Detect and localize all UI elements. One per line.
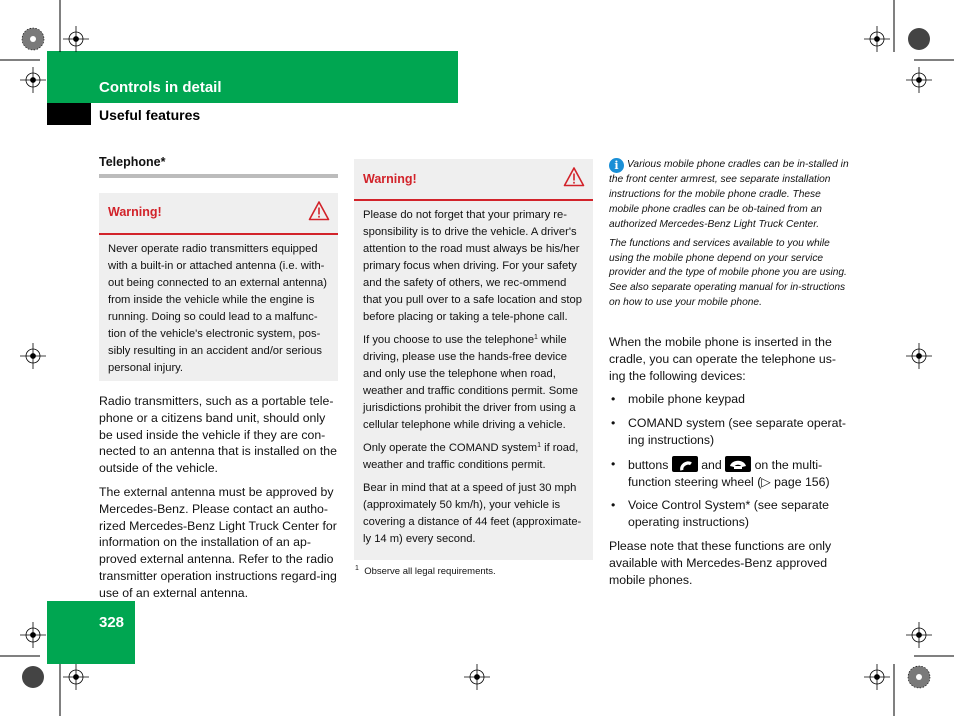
phone-hangup-icon: [725, 456, 751, 472]
section-title: Telephone*: [99, 155, 166, 169]
warning-header: [99, 193, 338, 235]
footnote-text: Observe all legal requirements.: [364, 566, 496, 577]
info-icon: i: [609, 158, 624, 173]
warning-label: Warning!: [363, 172, 417, 186]
warning-box-radio: [99, 193, 338, 381]
header-subsection-title: Useful features: [99, 107, 201, 123]
page-number: 328: [99, 614, 125, 631]
warning-paragraph-2: If you choose to use the telephone$^1$ while driving, please use the hands-free device and only use the telephone when road, weather and traffic conditions permit. Some jurisdictions prohibit the driver from using a cellular telephone while driving a vehicle.: [363, 334, 578, 431]
warning-paragraph-1: Please do not forget that your primary re-sponsibility is to drive the vehicle. A driver's attention to the road must always be his/her primary focus when driving. For your safety and the safety of others, we rec-ommend that you pull over to a safe location and stop before placing or taking a tele-phone call.: [363, 209, 582, 323]
warning-triangle-icon: [308, 200, 330, 222]
list-item: • buttons and on the multi-function steering wheel (▷ page 156): [611, 456, 830, 489]
header-section-title: Controls in detail: [99, 79, 222, 96]
paragraph-external-antenna: The external antenna must be approved by Mercedes-Benz. Please contact an autho-rized Mercedes-Benz Light Truck Center for information on the installation of an ap-proved external antenna. Refer to the radio transmitter operation instructions regard-ing use of an external antenna.: [99, 484, 337, 600]
warning-label: Warning!: [108, 205, 162, 219]
phone-answer-icon: [672, 456, 698, 472]
list-item: • COMAND system (see separate operat-ing instructions): [611, 416, 846, 447]
column-1-text: [99, 393, 341, 609]
warning-header: [354, 159, 593, 201]
column-3-text: [609, 334, 851, 595]
warning-box-driving: [354, 159, 593, 560]
footnote-reference: 1: [534, 334, 538, 341]
device-list: [609, 391, 851, 531]
warning-paragraph-4: Bear in mind that at a speed of just 30 mph (approximately 50 km/h), your vehicle is covering a distance of 44 feet (approximate-ly 14 m) every second.: [363, 482, 582, 545]
page-number-block: [47, 601, 135, 664]
footnote: [355, 566, 496, 577]
warning-body: [354, 201, 593, 562]
warning-text: Never operate radio transmitters equipped with a built-in or attached antenna (i.e. with-out being connected to an external antenna) from inside the vehicle while the engine is running. Doing so could lead to a malfunc-tion of the vehicle's electronic system, pos-sibly resulting in an accident and/or serious personal injury.: [108, 243, 327, 374]
page-reference-arrow: ▷: [761, 474, 771, 489]
footnote-mark: 1: [355, 565, 359, 572]
list-item: • mobile phone keypad: [611, 392, 745, 407]
warning-triangle-icon: [563, 166, 585, 188]
section-rule: [99, 174, 338, 178]
info-paragraph-1: i Various mobile phone cradles can be in-stalled in the front center armrest, see separate installation instructions for the mobile phone cradle. These mobile phone cradles can be ob-tained from an authorized Mercedes-Benz Light Truck Center.: [609, 159, 849, 230]
paragraph-intro: When the mobile phone is inserted in the cradle, you can operate the telephone us-ing the following devices:: [609, 335, 836, 383]
header-black-tab: [47, 103, 91, 125]
paragraph-outro: Please note that these functions are only available with Mercedes-Benz approved mobile phones.: [609, 538, 832, 587]
paragraph-radio-transmitters: Radio transmitters, such as a portable tele-phone or a citizens band unit, should only be used inside the vehicle if they are con-nected to an antenna that is installed on the outside of the vehicle.: [99, 394, 337, 476]
footnote-reference: 1: [537, 442, 541, 449]
info-paragraph-2: The functions and services available to you while using the mobile phone depend on your service provider and the type of mobile phone you are using. See also separate operating manual for in-structions on how to use your mobile phone.: [609, 237, 847, 309]
info-note: [609, 158, 849, 315]
list-item: • Voice Control System* (see separate operating instructions): [611, 498, 829, 530]
warning-paragraph-3: Only operate the COMAND system$^1$ if road, weather and traffic conditions permit.: [363, 442, 579, 471]
warning-body: [99, 235, 338, 391]
